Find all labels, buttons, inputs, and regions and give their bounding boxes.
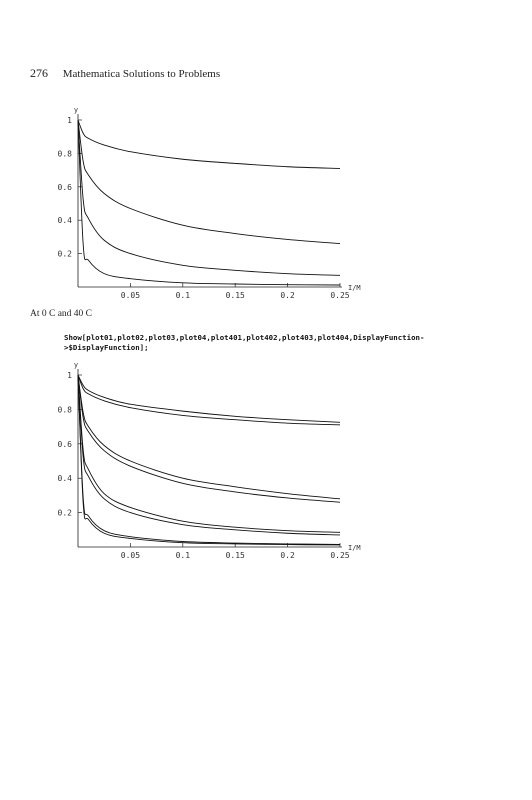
code-line-1: Show[plot01,plot02,plot03,plot04,plot401,plot402,plot403,plot404,DisplayFunction- <box>64 333 425 342</box>
x-tick-label: 0.05 <box>120 291 141 300</box>
y-tick-label: 0.2 <box>57 508 72 518</box>
x-tick-label: 0.05 <box>120 551 141 560</box>
y-tick-label: 0.8 <box>57 149 72 159</box>
series-line-3 <box>78 375 340 499</box>
page-header <box>30 66 220 81</box>
body-text: At 0 C and 40 C <box>30 309 93 319</box>
y-tick-label: 0.6 <box>57 439 72 449</box>
code-block <box>64 333 424 353</box>
x-tick-label: 0.25 <box>330 291 350 300</box>
x-tick-label: 0.25 <box>330 551 350 560</box>
y-tick-label: 1 <box>67 371 72 380</box>
running-title: Mathematica Solutions to Problems <box>62 68 221 80</box>
x-tick-label: 0.2 <box>280 551 295 560</box>
page-number: 276 <box>30 66 48 80</box>
code-line-2: >$DisplayFunction]; <box>64 343 149 352</box>
y-tick-label: 0.4 <box>57 474 72 484</box>
y-tick-label: 1 <box>67 116 72 125</box>
chart-2 <box>0 358 532 568</box>
x-axis-label: I/M <box>348 284 361 292</box>
x-tick-label: 0.1 <box>175 551 191 560</box>
y-tick-label: 0.8 <box>57 405 72 415</box>
y-tick-label: 0.4 <box>57 216 72 226</box>
y-tick-label: 0.6 <box>57 182 72 192</box>
chart-1 <box>0 100 532 300</box>
y-axis-label: y <box>73 106 79 114</box>
x-tick-label: 0.2 <box>280 291 295 300</box>
series-line-1 <box>78 375 340 422</box>
series-line-2 <box>78 375 340 425</box>
series-line-2 <box>78 120 340 244</box>
y-axis-label: y <box>73 361 79 369</box>
x-tick-label: 0.15 <box>225 291 245 300</box>
series-line-5 <box>78 375 340 532</box>
x-tick-label: 0.1 <box>175 291 191 300</box>
x-axis-label: I/M <box>348 544 361 552</box>
y-tick-label: 0.2 <box>57 249 72 259</box>
series-line-3 <box>78 120 340 275</box>
series-line-1 <box>78 120 340 168</box>
x-tick-label: 0.15 <box>225 551 245 560</box>
